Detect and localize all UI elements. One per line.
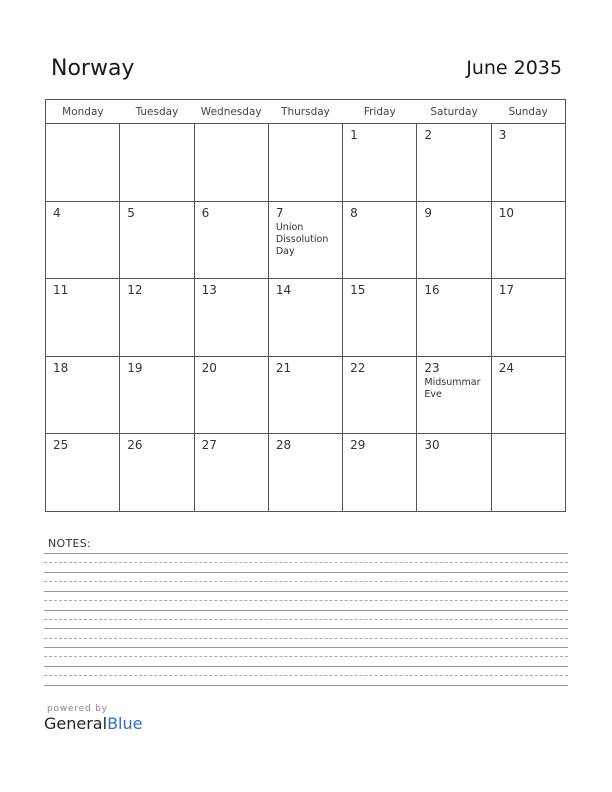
weekday-thursday: Thursday xyxy=(268,100,342,124)
day-number: 27 xyxy=(201,438,217,453)
note-line xyxy=(44,553,568,554)
calendar-day-cell xyxy=(417,124,491,202)
calendar-day-cell xyxy=(417,201,491,279)
calendar-day-cell xyxy=(46,434,120,512)
day-number: 13 xyxy=(201,283,217,298)
calendar-day-cell xyxy=(491,201,565,279)
calendar-day-cell xyxy=(120,124,194,202)
day-number: 28 xyxy=(275,438,292,453)
calendar-week-row xyxy=(46,201,566,279)
day-number: 7 xyxy=(275,205,284,220)
weekday-friday: Friday xyxy=(343,100,417,124)
calendar-day-cell xyxy=(268,356,342,434)
calendar-day-cell xyxy=(194,434,268,512)
calendar-day-cell xyxy=(46,201,120,279)
calendar-day-cell xyxy=(194,356,268,434)
calendar-day-cell xyxy=(120,201,194,279)
calendar-week-row xyxy=(46,356,566,434)
day-number: 4 xyxy=(53,205,61,220)
day-number: 6 xyxy=(201,205,210,220)
day-number: 14 xyxy=(275,283,292,298)
brand-name-general: General xyxy=(44,714,108,733)
calendar-day-cell xyxy=(491,279,565,357)
calendar-week-row xyxy=(46,124,566,202)
note-line xyxy=(44,619,568,620)
calendar-day-cell xyxy=(417,279,491,357)
calendar-day-cell xyxy=(46,279,120,357)
day-number: 21 xyxy=(275,360,292,375)
day-number: 11 xyxy=(53,283,69,298)
calendar-day-cell xyxy=(343,201,417,279)
day-number: 15 xyxy=(350,283,366,298)
month-title: June 2035 xyxy=(466,57,562,79)
day-number: 5 xyxy=(127,205,135,220)
day-number: 23 xyxy=(424,360,440,375)
day-number: 3 xyxy=(498,128,507,142)
calendar-day-cell xyxy=(491,434,565,512)
calendar-day-cell xyxy=(194,124,268,202)
calendar-day-cell xyxy=(120,279,194,357)
calendar-day-cell xyxy=(417,356,491,434)
calendar-day-cell xyxy=(343,279,417,357)
note-line xyxy=(44,600,568,601)
holiday-label: Midsummar Eve xyxy=(424,376,481,400)
calendar-day-cell xyxy=(491,124,565,202)
note-line xyxy=(44,581,568,582)
generalblue-logo xyxy=(44,704,142,734)
day-number: 29 xyxy=(350,438,366,453)
calendar-day-cell xyxy=(46,356,120,434)
note-line xyxy=(44,656,568,657)
calendar-day-cell xyxy=(120,434,194,512)
calendar-day-cell xyxy=(417,434,491,512)
day-number: 24 xyxy=(498,360,514,375)
brand-name xyxy=(44,714,142,734)
brand-name-blue: Blue xyxy=(107,714,143,733)
note-line xyxy=(44,628,568,629)
day-number: 1 xyxy=(350,128,358,142)
calendar-day-cell xyxy=(194,201,268,279)
day-number: 20 xyxy=(201,360,217,375)
calendar-day-cell xyxy=(268,434,342,512)
calendar-day-cell xyxy=(120,356,194,434)
note-line xyxy=(44,685,568,686)
day-number: 9 xyxy=(424,205,433,220)
note-line xyxy=(44,675,568,676)
note-line xyxy=(44,610,568,611)
calendar-day-cell xyxy=(343,356,417,434)
country-title: Norway xyxy=(51,56,135,81)
day-number: 25 xyxy=(53,438,69,453)
day-number: 2 xyxy=(424,128,433,142)
calendar-day-cell xyxy=(343,434,417,512)
day-number: 8 xyxy=(350,205,358,220)
day-number: 18 xyxy=(53,360,69,375)
weekday-sunday: Sunday xyxy=(491,100,565,124)
note-line xyxy=(44,572,568,573)
weekday-header-row xyxy=(46,100,566,124)
powered-by-text: powered by xyxy=(47,704,108,714)
calendar-week-row xyxy=(46,434,566,512)
calendar-day-cell xyxy=(268,201,342,279)
day-number: 19 xyxy=(127,360,143,375)
weekday-monday: Monday xyxy=(46,100,120,124)
calendar-grid xyxy=(45,99,566,512)
holiday-label: Union Dissolution Day xyxy=(275,221,329,257)
note-line xyxy=(44,562,568,563)
notes-label: NOTES: xyxy=(48,537,92,550)
calendar-day-cell xyxy=(194,279,268,357)
note-line xyxy=(44,647,568,648)
weekday-wednesday: Wednesday xyxy=(194,100,268,124)
note-line xyxy=(44,666,568,667)
day-number: 17 xyxy=(498,283,514,298)
day-number: 10 xyxy=(498,205,514,220)
calendar-day-cell xyxy=(268,279,342,357)
calendar-day-cell xyxy=(268,124,342,202)
day-number: 12 xyxy=(127,283,143,298)
calendar-day-cell xyxy=(343,124,417,202)
calendar-day-cell xyxy=(491,356,565,434)
note-line xyxy=(44,591,568,592)
day-number: 22 xyxy=(350,360,366,375)
note-line xyxy=(44,638,568,639)
weekday-tuesday: Tuesday xyxy=(120,100,194,124)
calendar-week-row xyxy=(46,279,566,357)
day-number: 16 xyxy=(424,283,440,298)
calendar-day-cell xyxy=(46,124,120,202)
weekday-saturday: Saturday xyxy=(417,100,491,124)
day-number: 26 xyxy=(127,438,143,453)
day-number: 30 xyxy=(424,438,440,453)
